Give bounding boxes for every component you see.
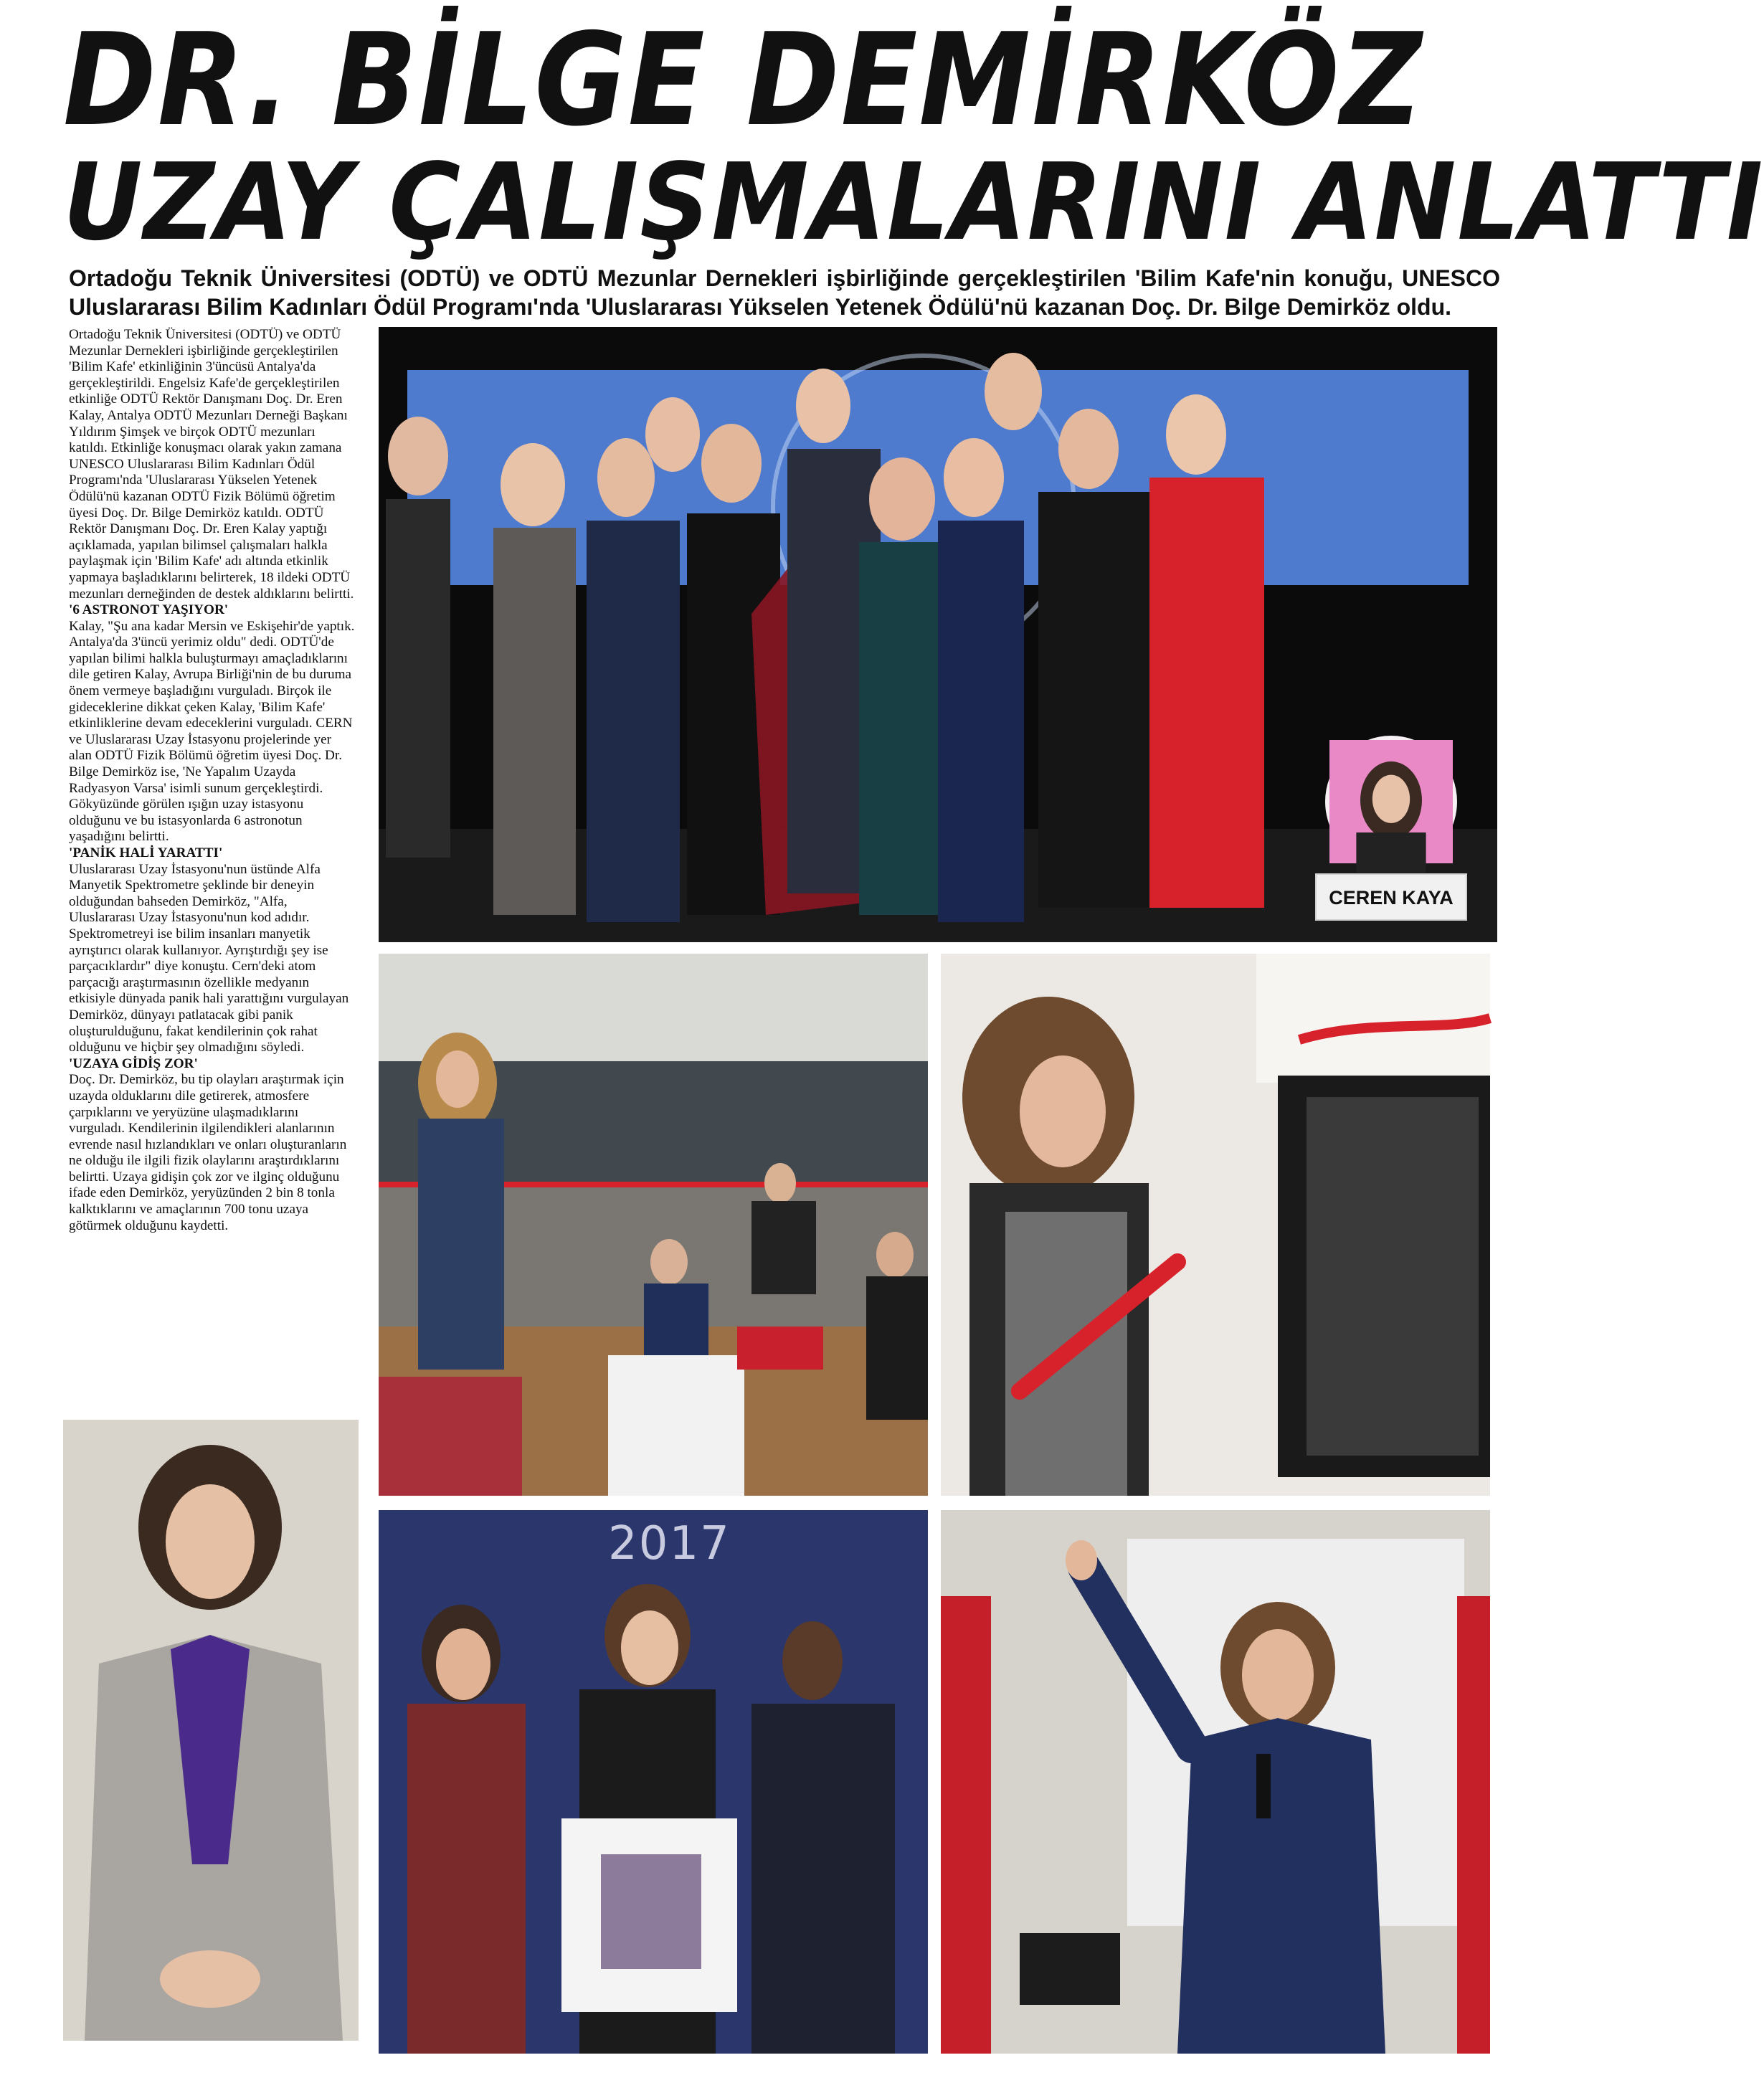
- lead-paragraph: Ortadoğu Teknik Üniversitesi (ODTÜ) ve ODTÜ Mezunlar Dernekleri işbirliğinde gerçekleştirilen 'Bilim Kafe'nin konuğu, UNESCO Uluslararası Bilim Kadınları Ödül Programı'nda 'Uluslararası Yükselen Yetenek Ödülü'nü kazanan Doç. Dr. Bilge Demirköz oldu.: [69, 265, 1500, 320]
- presentation-photo: [941, 1510, 1490, 2054]
- author-name: CEREN KAYA: [1315, 873, 1467, 921]
- portrait-photo-illustration: [63, 1420, 359, 2041]
- article-subheading: '6 ASTRONOT YAŞIYOR': [69, 602, 229, 618]
- talk-photo-illustration: [379, 954, 928, 1496]
- portrait-photo: [63, 1420, 359, 2041]
- award-photo: [379, 1510, 928, 2054]
- article-paragraph: Uluslararası Uzay İstasyonu'nun üstünde Alfa Manyetik Spektrometre şeklinde bir deneyin olduğundan bahseden Demirköz, "Alfa, Uluslararası Uzay İstasyonu'nun kod adıdır. Spektrometreyi ise bilim insanları manyetik ayrıştırıcı olarak kullanıyor. Ayrıştırdığı şey ise parçacıklardır" diye konuştu. Cern'deki atom parçacığı araştırmasının özellikle medyanın etkisiyle dünyada panik hali yarattığını vurgulayan Demirköz, dünyayı patlatacak gibi panik oluşturulduğunu, fakat kendilerinin çok rahat olduğunu ve hiçbir şey olmadığını söyledi.: [69, 861, 349, 1055]
- article-body: [69, 327, 356, 1234]
- talk-photo: [379, 954, 928, 1496]
- lab-photo-illustration: [941, 954, 1490, 1496]
- article-subheading: 'UZAYA GİDİŞ ZOR': [69, 1055, 198, 1071]
- award-year-label: 2017: [608, 1517, 731, 1570]
- article-paragraph: Ortadoğu Teknik Üniversitesi (ODTÜ) ve ODTÜ Mezunlar Dernekleri işbirliğinde gerçekleştirilen 'Bilim Kafe' etkinliğinin 3'üncüsü Antalya'da gerçekleştirildi. Engelsiz Kafe'de gerçekleştirilen etkinliğe ODTÜ Rektör Danışmanı Doç. Dr. Eren Kalay, Antalya ODTÜ Mezunları Derneği Başkanı Yıldırım Şimşek ve birçok ODTÜ mezunları katıldı. Etkinliğe konuşmacı olarak yakın zamana UNESCO Uluslararası Bilim Kadınları Ödül Programı'nda 'Uluslararası Yükselen Yetenek Ödülü'nü kazanan ODTÜ Fizik Bölümü öğretim üyesi Doç. Dr. Bilge Demirköz katıldı. ODTÜ Rektör Danışmanı Doç. Dr. Eren Kalay yaptığı açıklamada, yapılan bilimsel çalışmaları halkla paylaşmak için 'Bilim Kafe' adı altında etkinlik yapmaya başladıklarını belirterek, 18 ildeki ODTÜ mezunları derneğinden de destek aldıklarını belirtti.: [69, 327, 354, 602]
- headline-line-2: UZAY ÇALIŞMALARINI ANLATTI: [63, 141, 1764, 264]
- author-avatar-illustration: [1329, 740, 1453, 863]
- headline-line-1: DR. BİLGE DEMİRKÖZ: [63, 6, 1423, 154]
- article-subheading: 'PANİK HALİ YARATTI': [69, 845, 223, 860]
- presentation-photo-illustration: [941, 1510, 1490, 2054]
- article-paragraph: Kalay, "Şu ana kadar Mersin ve Eskişehir'de yaptık. Antalya'da 3'üncü yerimiz oldu" dedi. ODTÜ'de yapılan bilimi halkla buluşturmayı amaçladıklarını dile getiren Kalay, Avrupa Birliği'nin de bu duruma önem vermeye başladığını vurguladı. Birçok ile gideceklerine dikkat çeken Kalay, 'Bilim Kafe' etkinliklerine devam edeceklerini vurguladı. CERN ve Uluslararası Uzay İstasyonu projelerinde yer alan ODTÜ Fizik Bölümü öğretim üyesi Doç. Dr. Bilge Demirköz ise, 'Ne Yapalım Uzayda Radyasyon Varsa' isimli sunum gerçekleştirdi. Gökyüzünde görülen ışığın uzay istasyonu olduğunu ve bu istasyonlarda 6 astronotun yaşadığını belirtti.: [69, 618, 355, 845]
- author-avatar: [1325, 736, 1457, 868]
- article-paragraph: Doç. Dr. Demirköz, bu tip olayları araştırmak için uzayda olduklarını dile getirerek, atmosfere çarpıklarını ve yeryüzüne ulaşmadıklarını vurguladı. Kendilerinin ilgilendikleri alanlarının evrende nasıl hızlandıkları ve onları oluşturanların ne olduğu ile ilgili fizik olaylarını araştırdıklarını belirtti. Uzaya gidişin çok zor ve ilginç olduğunu ifade eden Demirköz, yeryüzünden 2 bin 8 tonla kalktıklarını ve amaçlarının 700 tonu uzaya götürmek olduğunu kaydetti.: [69, 1072, 347, 1233]
- byline-badge: [1315, 736, 1473, 929]
- lab-photo: [941, 954, 1490, 1496]
- award-photo-illustration: [379, 1510, 928, 2054]
